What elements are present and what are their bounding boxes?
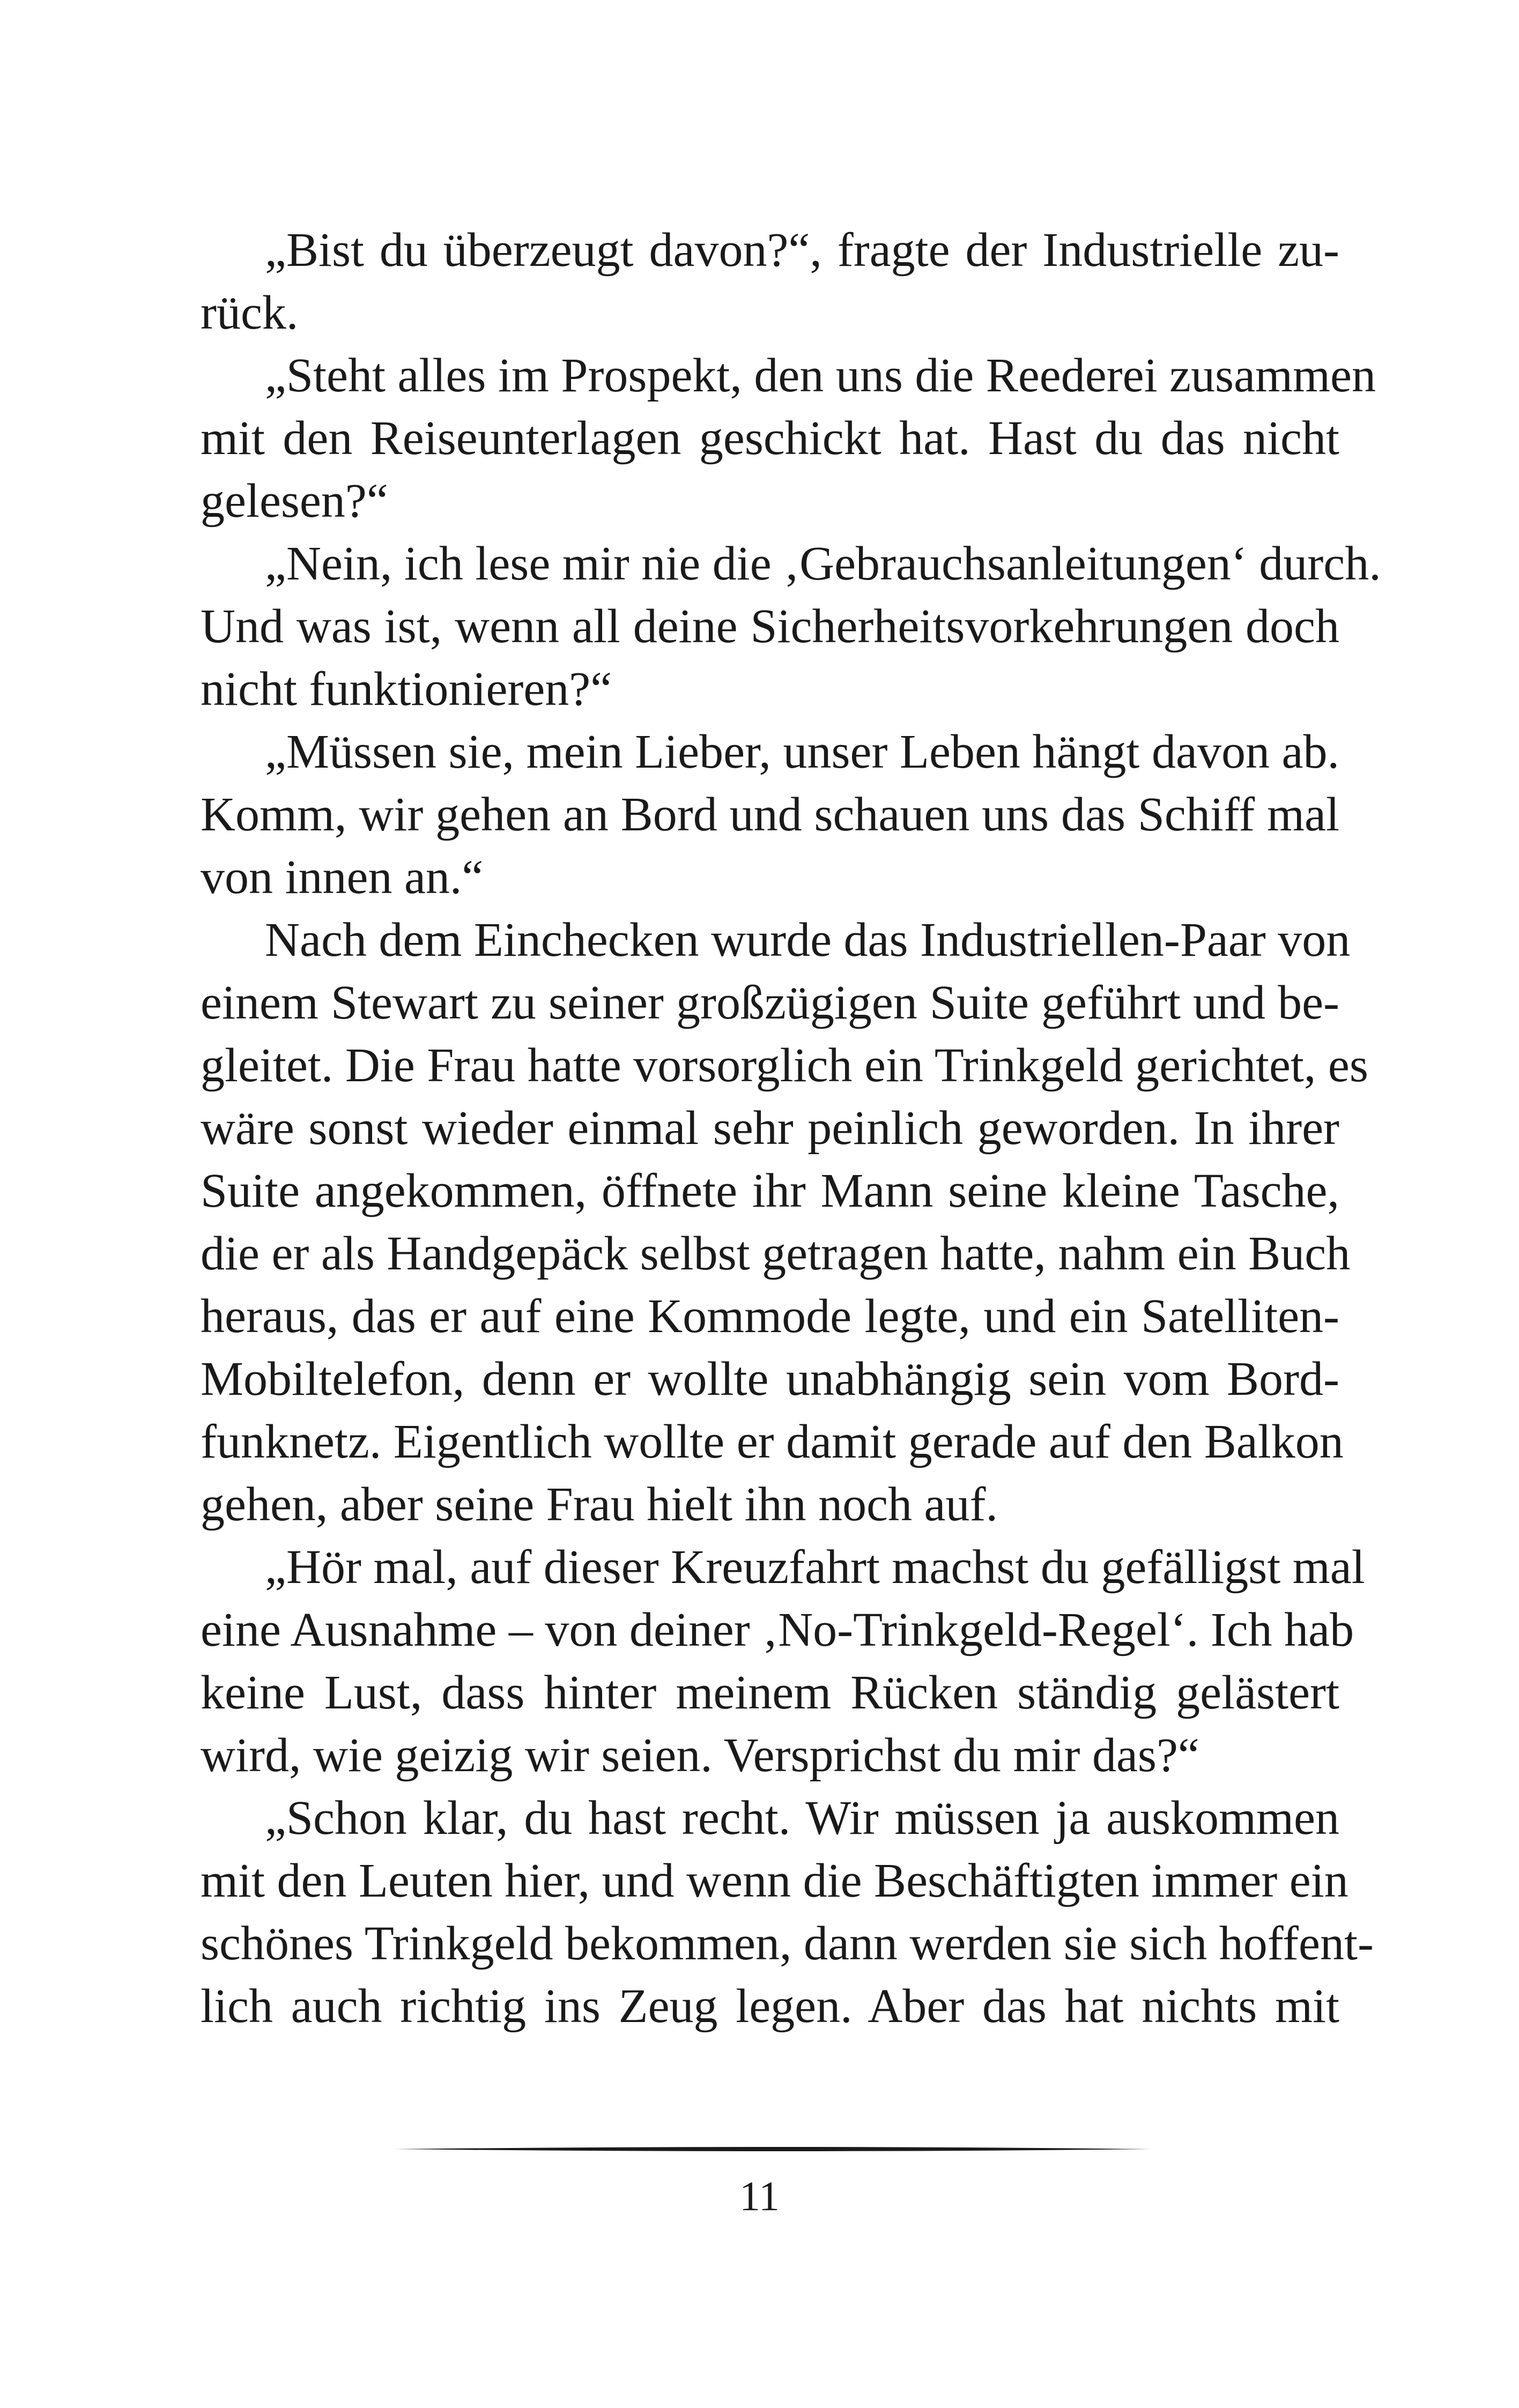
text-line: mit den Leuten hier, und wenn die Beschäftigten immer ein: [201, 1854, 1348, 1907]
page-number: 11: [739, 2173, 780, 2219]
text-line: „Schon klar, du hast recht. Wir müssen ja auskommen: [265, 1792, 1339, 1845]
text-line: Nach dem Einchecken wurde das Industriellen-Paar von: [265, 913, 1351, 967]
text-line: funknetz. Eigentlich wollte er damit gerade auf den Balkon: [201, 1415, 1344, 1468]
text-line: „Nein, ich lese mir nie die ‚Gebrauchsanleitungen‘ durch.: [265, 537, 1381, 590]
text-line: mit den Reiseunterlagen geschickt hat. Hast du das nicht: [201, 412, 1339, 465]
text-line: „Hör mal, auf dieser Kreuzfahrt machst du gefälligst mal: [265, 1541, 1365, 1594]
text-line: rück.: [201, 286, 299, 339]
text-line: gehen, aber seine Frau hielt ihn noch auf.: [201, 1478, 998, 1531]
text-line: nicht funktionieren?“: [201, 663, 612, 716]
text-line: schönes Trinkgeld bekommen, dann werden sie sich hoffent-: [201, 1917, 1374, 1970]
text-line: einem Stewart zu seiner großzügigen Suite geführt und be-: [201, 976, 1339, 1029]
text-line: eine Ausnahme – von deiner ‚No-Trinkgeld-Regel‘. Ich hab: [201, 1603, 1354, 1656]
text-line: „Müssen sie, mein Lieber, unser Leben hängt davon ab.: [265, 725, 1339, 778]
text-line: von innen an.“: [201, 851, 484, 904]
text-line: Mobiltelefon, denn er wollte unabhängig sein vom Bord-: [201, 1352, 1339, 1406]
text-line: Und was ist, wenn all deine Sicherheitsvorkehrungen doch: [201, 600, 1339, 653]
text-line: die er als Handgepäck selbst getragen hatte, nahm ein Buch: [201, 1227, 1351, 1280]
text-line: lich auch richtig ins Zeug legen. Aber das hat nichts mit: [201, 1980, 1339, 2033]
text-line: Suite angekommen, öffnete ihr Mann seine kleine Tasche,: [201, 1164, 1339, 1217]
text-line: keine Lust, dass hinter meinem Rücken ständig gelästert: [201, 1666, 1339, 1719]
text-line: wäre sonst wieder einmal sehr peinlich geworden. In ihrer: [201, 1102, 1339, 1155]
text-line: heraus, das er auf eine Kommode legte, und ein Satelliten-: [201, 1290, 1339, 1343]
text-line: wird, wie geizig wir seien. Versprichst du mir das?“: [201, 1729, 1199, 1782]
text-line: „Steht alles im Prospekt, den uns die Reederei zusammen: [265, 349, 1376, 402]
text-line: „Bist du überzeugt davon?“, fragte der Industrielle zu-: [265, 224, 1339, 277]
text-line: gelesen?“: [201, 474, 388, 527]
text-line: gleitet. Die Frau hatte vorsorglich ein Trinkgeld gerichtet, es: [201, 1039, 1368, 1092]
text-line: Komm, wir gehen an Bord und schauen uns das Schiff mal: [201, 788, 1339, 841]
footer-divider: [394, 2145, 1150, 2153]
body-text: [201, 219, 1381, 2038]
